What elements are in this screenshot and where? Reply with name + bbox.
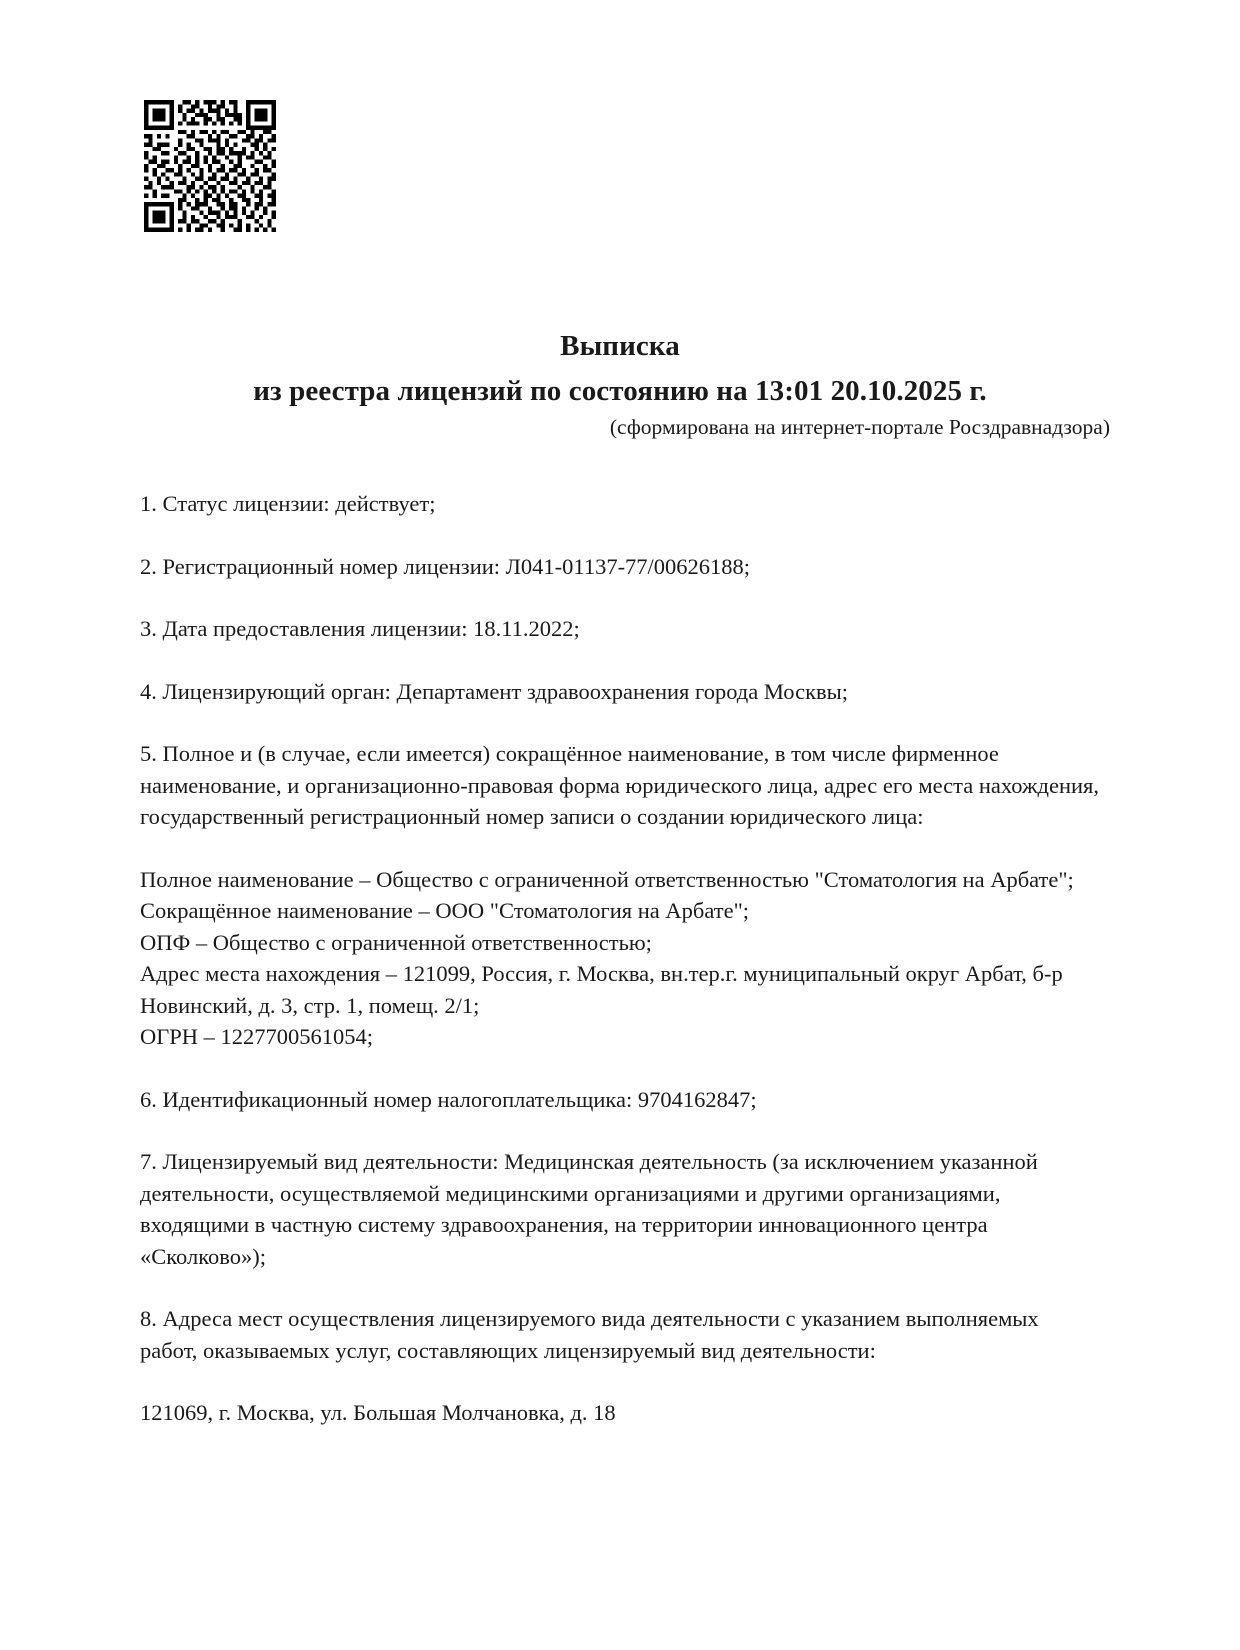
entity-legal-form: ОПФ – Общество с ограниченной ответственностью; [140, 929, 652, 955]
item-7-licensed-activity: 7. Лицензируемый вид деятельности: Медицинская деятельность (за исключением указанной деятельности, осуществляемой медицинскими организациями и другими организациями, входящими в частную систему здравоохранения, на территории инновационного центра «Сколково»); [140, 1149, 1038, 1269]
item-1-license-status: 1. Статус лицензии: действует; [140, 491, 436, 516]
document-source-note: (сформирована на интернет-портале Росздравнадзора) [609, 415, 1110, 439]
activity-address: 121069, г. Москва, ул. Большая Молчановка, д. 18 [140, 1400, 616, 1425]
document-body [140, 488, 1100, 1429]
page-title [0, 324, 1240, 414]
item-2-registration-number: 2. Регистрационный номер лицензии: Л041-01137-77/00626188; [140, 553, 751, 579]
qr-code-icon [140, 96, 280, 236]
title-line-1: Выписка [560, 330, 680, 363]
item-6-taxpayer-number: 6. Идентификационный номер налогоплательщика: 9704162847; [140, 1086, 757, 1112]
item-4-licensing-authority: 4. Лицензирующий орган: Департамент здравоохранения города Москвы; [140, 678, 849, 704]
entity-full-name: Полное наименование – Общество с ограниченной ответственностью "Стоматология на Арбате"; [140, 866, 1074, 892]
title-line-2: из реестра лицензий по состоянию на 13:01 20.10.2025 г. [253, 375, 987, 408]
item-3-issue-date: 3. Дата предоставления лицензии: 18.11.2022; [140, 616, 580, 641]
item-5-entity-details-heading: 5. Полное и (в случае, если имеется) сокращённое наименование, в том числе фирменное наименование, и организационно-правовая форма юридического лица, адрес его места нахождения, государственный регистрационный номер записи о создании юридического лица: [140, 741, 1100, 829]
entity-ogrn: ОГРН – 1227700561054; [140, 1024, 374, 1049]
entity-address: Адрес места нахождения – 121099, Россия, г. Москва, вн.тер.г. муниципальный округ Арбат, б-р Новинский, д. 3, стр. 1, помещ. 2/1; [140, 961, 1063, 1018]
item-8-activity-addresses-heading: 8. Адреса мест осуществления лицензируемого вида деятельности с указанием выполняемых работ, оказываемых услуг, составляющих лицензируемый вид деятельности: [140, 1306, 1039, 1363]
entity-short-name: Сокращённое наименование – ООО "Стоматология на Арбате"; [140, 898, 750, 923]
entity-details-block [140, 864, 1100, 1053]
